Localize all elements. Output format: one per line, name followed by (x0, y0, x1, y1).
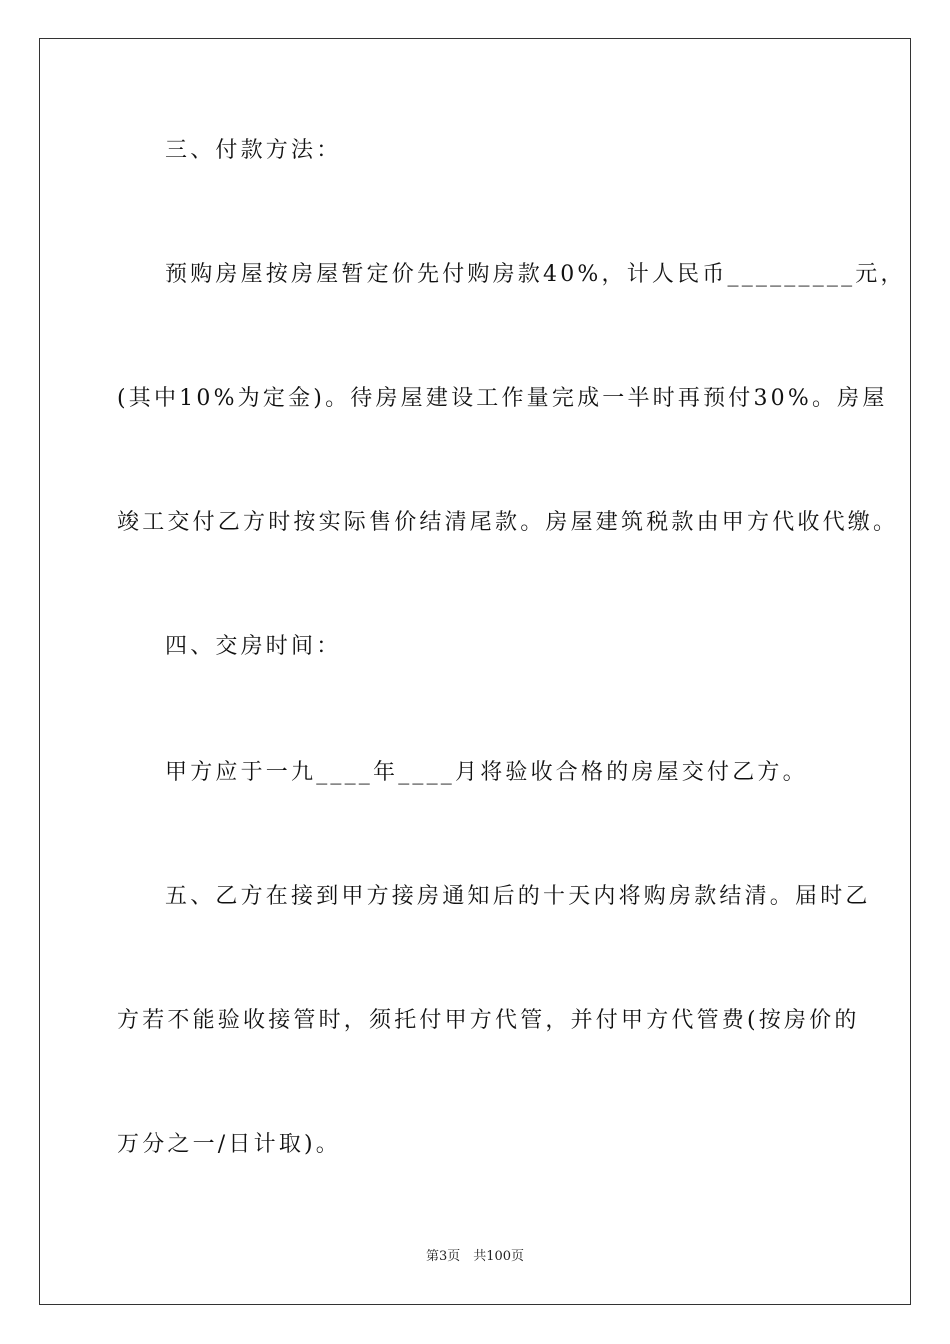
page-number-footer: 第3页 共100页 (425, 1249, 525, 1264)
paragraph-line: 竣工交付乙方时按实际售价结清尾款。房屋建筑税款由甲方代收代缴。 (117, 510, 899, 535)
paragraph-line: (其中10%为定金)。待房屋建设工作量完成一半时再预付30%。房屋 (117, 386, 888, 411)
paragraph-line: 方若不能验收接管时，须托付甲方代管，并付甲方代管费(按房价的 (117, 1008, 860, 1033)
paragraph-line: 五、乙方在接到甲方接房通知后的十天内将购房款结清。届时乙 (165, 884, 871, 909)
paragraph-line: 甲方应于一九____年____月将验收合格的房屋交付乙方。 (165, 760, 808, 785)
section-heading-delivery-time: 四、交房时间： (165, 634, 342, 659)
paragraph-line: 预购房屋按房屋暂定价先付购房款40%，计人民币_________元， (165, 262, 906, 287)
page-border (39, 38, 911, 1305)
paragraph-line: 万分之一/日计取)。 (117, 1132, 341, 1157)
section-heading-payment: 三、付款方法： (165, 138, 342, 163)
